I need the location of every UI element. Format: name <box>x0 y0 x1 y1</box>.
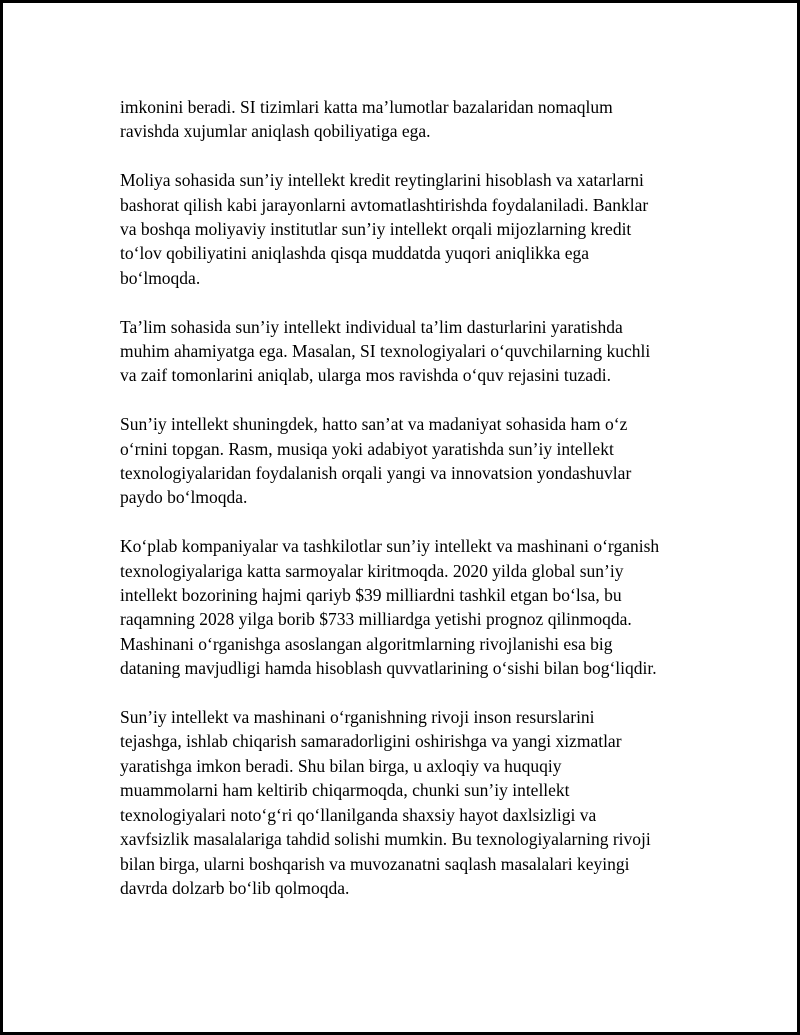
paragraph-6: Sun’iy intellekt va mashinani o‘rganishning rivoji inson resurslarini tejashga, ishlab chiqarish samaradorligini oshirishga va yangi xizmatlar yaratishga imkon beradi. Shu bilan birga, u axloqiy va huquqiy muammolarni ham keltirib chiqarmoqda, chunki sun’iy intellekt texnologiyalari noto‘g‘ri qo‘llanilganda shaxsiy hayot daxlsizligi va xavfsizlik masalalariga tahdid solishi mumkin. Bu texnologiyalarning rivoji bilan birga, ularni boshqarish va muvozanatni saqlash masalalari keyingi davrda dolzarb bo‘lib qolmoqda. <box>120 707 651 898</box>
paragraph-5: Ko‘plab kompaniyalar va tashkilotlar sun’iy intellekt va mashinani o‘rganish texnologiyalariga katta sarmoyalar kiritmoqda. 2020 yilda global sun’iy intellekt bozorining hajmi qariyb $39 milliardni tashkil etgan bo‘lsa, bu raqamning 2028 yilga borib $733 milliardga yetishi prognoz qilinmoqda. Mashinani o‘rganishga asoslangan algoritmlarning rivojlanishi esa big dataning mavjudligi hamda hisoblash quvvatlarining o‘sishi bilan bog‘liqdir. <box>120 536 660 679</box>
paragraph-2: Moliya sohasida sun’iy intellekt kredit reytinglarini hisoblash va xatarlarni bashorat qilish kabi jarayonlarni avtomatlashtirishda foydalaniladi. Banklar va boshqa moliyaviy institutlar sun’iy intellekt orqali mijozlarning kredit to‘lov qobiliyatini aniqlashda qisqa muddatda yuqori aniqlikka ega bo‘lmoqda. <box>120 170 649 288</box>
paragraph-1: imkonini beradi. SI tizimlari katta ma’lumotlar bazalaridan nomaqlum ravishda xujumlar aniqlash qobiliyatiga ega. <box>120 97 613 142</box>
paragraph-3: Ta’lim sohasida sun’iy intellekt individual ta’lim dasturlarini yaratishda muhim ahamiyatga ega. Masalan, SI texnologiyalari o‘quvchilarning kuchli va zaif tomonlarini aniqlab, ularga mos ravishda o‘quv rejasini tuzadi. <box>120 316 651 386</box>
document-body <box>120 95 695 925</box>
paragraph-4: Sun’iy intellekt shuningdek, hatto san’at va madaniyat sohasida ham o‘z o‘rnini topgan. Rasm, musiqa yoki adabiyot yaratishda sun’iy intellekt texnologiyalaridan foydalanish orqali yangi va innovatsion yondashuvlar paydo bo‘lmoqda. <box>120 414 632 508</box>
